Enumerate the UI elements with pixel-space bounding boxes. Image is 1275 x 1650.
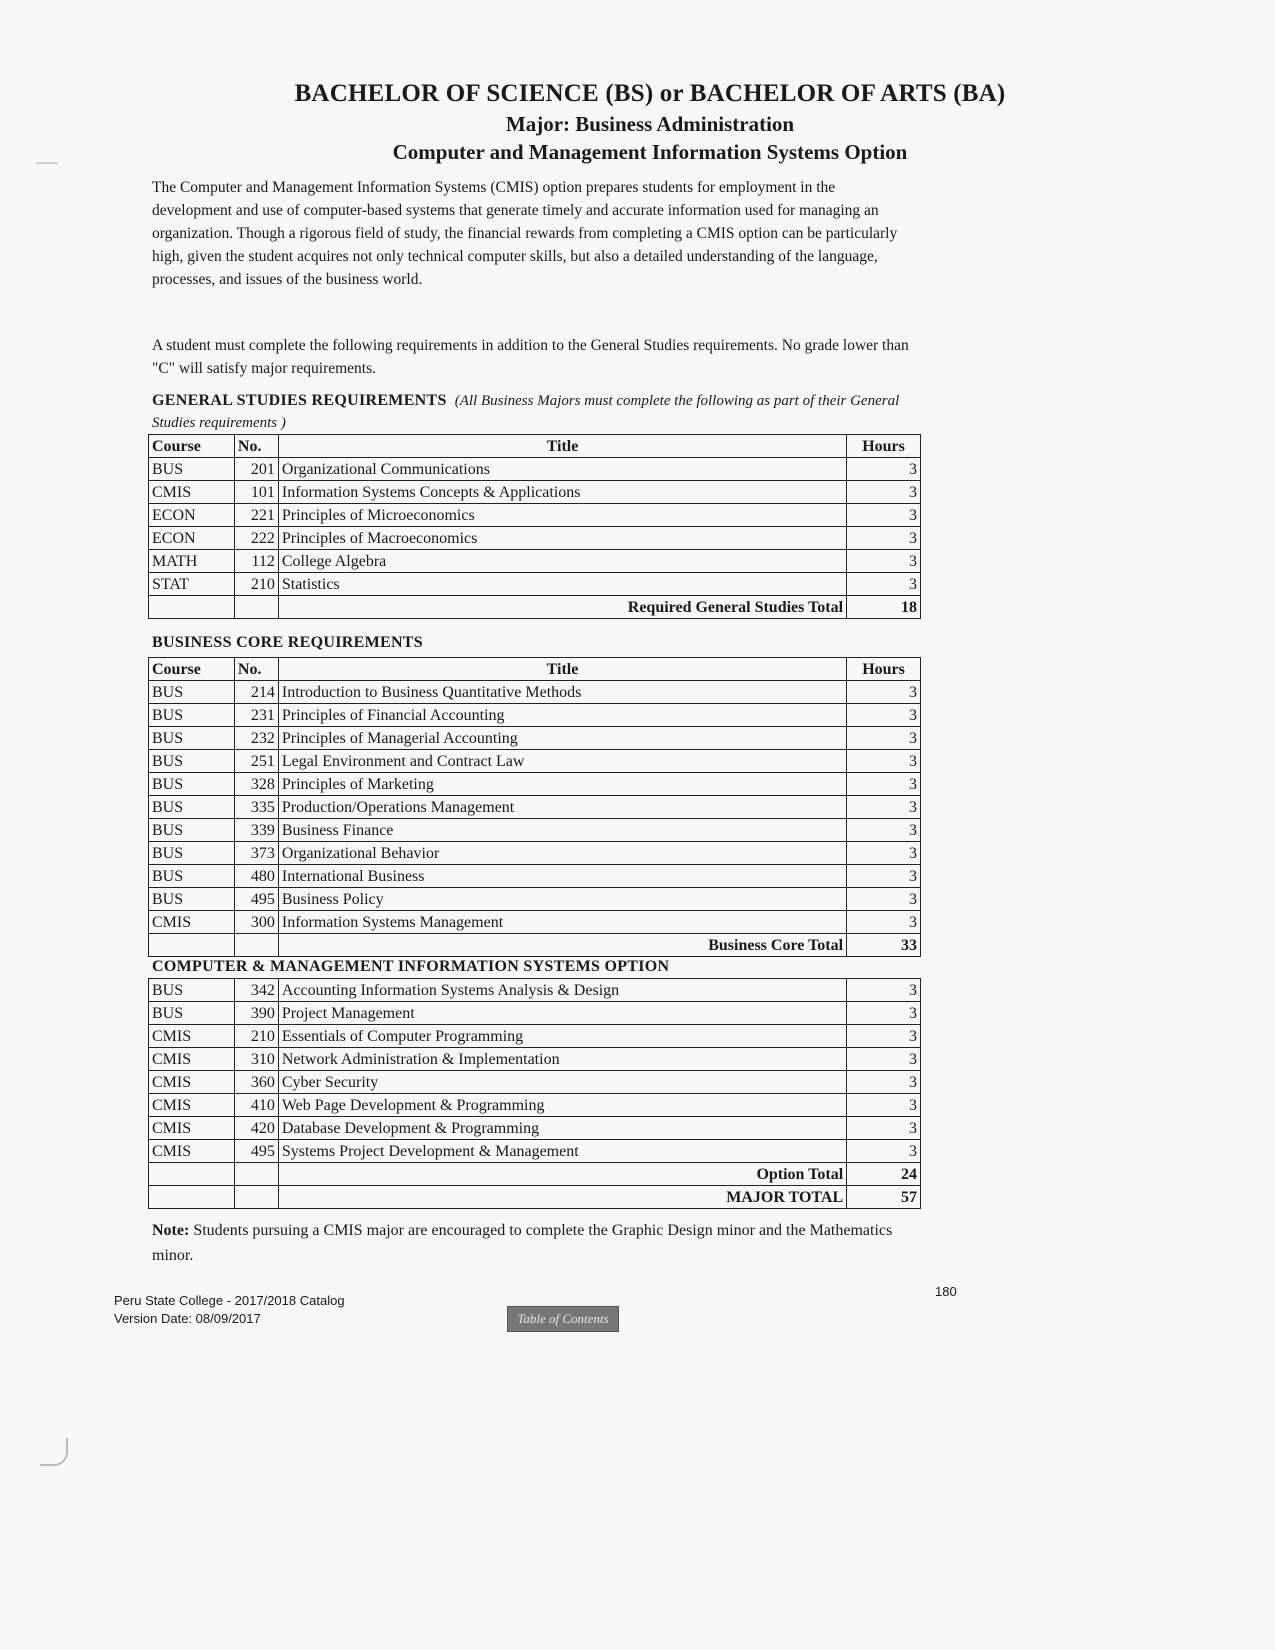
number-cell: 232 xyxy=(234,727,278,750)
hours-cell: 3 xyxy=(847,911,921,934)
number-cell: 495 xyxy=(234,1140,278,1163)
scan-artifact xyxy=(40,1438,68,1466)
empty-cell xyxy=(234,1163,278,1186)
major-title: Major: Business Administration xyxy=(505,112,795,136)
number-cell: 328 xyxy=(234,773,278,796)
number-cell: 214 xyxy=(234,681,278,704)
version-date: Version Date: 08/09/2017 xyxy=(114,1311,261,1326)
table-row xyxy=(149,704,921,727)
general-studies-heading-label: GENERAL STUDIES REQUIREMENTS xyxy=(152,392,447,409)
number-cell: 390 xyxy=(234,1002,278,1025)
total-row xyxy=(149,596,921,619)
table-row xyxy=(149,573,921,596)
hours-cell: 3 xyxy=(847,573,921,596)
course-cell: BUS xyxy=(149,750,235,773)
title-cell: Accounting Information Systems Analysis & Design xyxy=(278,979,846,1002)
hours-cell: 3 xyxy=(847,727,921,750)
table-row xyxy=(149,773,921,796)
intro-paragraph: The Computer and Management Information Systems (CMIS) option prepares students for employment in the development and use of computer-based systems that generate timely and accurate information used for managing an organization. Though a rigorous field of study, the financial rewards from completing a CMIS option can be particularly high, given the student acquires not only technical computer skills, but also a detailed understanding of the language, processes, and issues of the business world. xyxy=(152,179,898,288)
hours-cell: 3 xyxy=(847,842,921,865)
col-hours: Hours xyxy=(847,658,921,681)
title-cell: Introduction to Business Quantitative Methods xyxy=(278,681,846,704)
general-studies-heading xyxy=(152,390,922,434)
total-label: Business Core Total xyxy=(278,934,846,957)
hours-cell: 3 xyxy=(847,504,921,527)
total-label: Required General Studies Total xyxy=(278,596,846,619)
number-cell: 373 xyxy=(234,842,278,865)
number-cell: 410 xyxy=(234,1094,278,1117)
number-cell: 210 xyxy=(234,1025,278,1048)
hours-cell: 3 xyxy=(847,1140,921,1163)
page-number: 180 xyxy=(935,1284,957,1299)
title-cell: Cyber Security xyxy=(278,1071,846,1094)
number-cell: 231 xyxy=(234,704,278,727)
hours-cell: 3 xyxy=(847,979,921,1002)
table-row xyxy=(149,1002,921,1025)
option-title: Computer and Management Information Systems Option xyxy=(392,140,908,164)
table-of-contents-button[interactable]: Table of Contents xyxy=(507,1306,619,1332)
number-cell: 339 xyxy=(234,819,278,842)
course-cell: BUS xyxy=(149,727,235,750)
title-cell: Project Management xyxy=(278,1002,846,1025)
course-cell: CMIS xyxy=(149,911,235,934)
course-cell: CMIS xyxy=(149,1071,235,1094)
degree-title: BACHELOR OF SCIENCE (BS) or BACHELOR OF ARTS (BA) xyxy=(294,80,1006,107)
course-cell: CMIS xyxy=(149,1025,235,1048)
table-row xyxy=(149,1025,921,1048)
course-cell: BUS xyxy=(149,1002,235,1025)
table-row xyxy=(149,979,921,1002)
hours-cell: 3 xyxy=(847,458,921,481)
total-hours: 24 xyxy=(847,1163,921,1186)
col-course: Course xyxy=(149,658,235,681)
title-cell: Essentials of Computer Programming xyxy=(278,1025,846,1048)
title-cell: Database Development & Programming xyxy=(278,1117,846,1140)
title-cell: Organizational Behavior xyxy=(278,842,846,865)
table-row xyxy=(149,796,921,819)
title-cell: Organizational Communications xyxy=(278,458,846,481)
course-cell: ECON xyxy=(149,504,235,527)
general-studies-subheading: (All Business Majors must complete the following as part of their General Studies requirements ) xyxy=(152,393,900,431)
empty-cell xyxy=(149,1186,235,1209)
empty-cell xyxy=(149,596,235,619)
hours-cell: 3 xyxy=(847,1094,921,1117)
hours-cell: 3 xyxy=(847,1117,921,1140)
hours-cell: 3 xyxy=(847,1071,921,1094)
col-no: No. xyxy=(234,435,278,458)
title-cell: College Algebra xyxy=(278,550,846,573)
course-cell: CMIS xyxy=(149,1094,235,1117)
table-row xyxy=(149,681,921,704)
course-cell: BUS xyxy=(149,819,235,842)
note-label: Note: xyxy=(152,1222,190,1239)
course-cell: BUS xyxy=(149,842,235,865)
table-row xyxy=(149,819,921,842)
total-row xyxy=(149,934,921,957)
course-cell: CMIS xyxy=(149,481,235,504)
business-core-table xyxy=(148,657,921,957)
hours-cell: 3 xyxy=(847,527,921,550)
major-total-row xyxy=(149,1186,921,1209)
table-row xyxy=(149,888,921,911)
footer xyxy=(114,1292,345,1328)
empty-cell xyxy=(149,1163,235,1186)
hours-cell: 3 xyxy=(847,1002,921,1025)
table-row xyxy=(149,1071,921,1094)
table-row xyxy=(149,750,921,773)
title-cell: Information Systems Management xyxy=(278,911,846,934)
title-cell: Principles of Microeconomics xyxy=(278,504,846,527)
total-hours: 18 xyxy=(847,596,921,619)
table-row xyxy=(149,727,921,750)
hours-cell: 3 xyxy=(847,796,921,819)
table-row xyxy=(149,1048,921,1071)
table-header-row xyxy=(149,658,921,681)
hours-cell: 3 xyxy=(847,773,921,796)
title-cell: Network Administration & Implementation xyxy=(278,1048,846,1071)
title-cell: Principles of Macroeconomics xyxy=(278,527,846,550)
hours-cell: 3 xyxy=(847,704,921,727)
catalog-name: Peru State College - 2017/2018 Catalog xyxy=(114,1293,345,1308)
empty-cell xyxy=(234,596,278,619)
number-cell: 221 xyxy=(234,504,278,527)
number-cell: 201 xyxy=(234,458,278,481)
table-row xyxy=(149,527,921,550)
note-text: Students pursuing a CMIS major are encouraged to complete the Graphic Design minor and the Mathematics minor. xyxy=(152,1222,893,1264)
course-cell: BUS xyxy=(149,458,235,481)
requirements-paragraph: A student must complete the following requirements in addition to the General Studies requirements. No grade lower than "C" will satisfy major requirements. xyxy=(152,337,909,377)
number-cell: 222 xyxy=(234,527,278,550)
number-cell: 300 xyxy=(234,911,278,934)
table-row xyxy=(149,842,921,865)
table-row xyxy=(149,550,921,573)
hours-cell: 3 xyxy=(847,481,921,504)
title-cell: Business Policy xyxy=(278,888,846,911)
hours-cell: 3 xyxy=(847,681,921,704)
course-cell: BUS xyxy=(149,773,235,796)
course-cell: CMIS xyxy=(149,1140,235,1163)
number-cell: 342 xyxy=(234,979,278,1002)
course-cell: CMIS xyxy=(149,1048,235,1071)
course-cell: MATH xyxy=(149,550,235,573)
course-cell: BUS xyxy=(149,979,235,1002)
hours-cell: 3 xyxy=(847,550,921,573)
col-title: Title xyxy=(278,658,846,681)
number-cell: 112 xyxy=(234,550,278,573)
course-cell: BUS xyxy=(149,704,235,727)
title-cell: Production/Operations Management xyxy=(278,796,846,819)
col-hours: Hours xyxy=(847,435,921,458)
number-cell: 495 xyxy=(234,888,278,911)
hours-cell: 3 xyxy=(847,1025,921,1048)
total-label: Option Total xyxy=(278,1163,846,1186)
hours-cell: 3 xyxy=(847,750,921,773)
number-cell: 251 xyxy=(234,750,278,773)
major-total-label: MAJOR TOTAL xyxy=(278,1186,846,1209)
major-total-hours: 57 xyxy=(847,1186,921,1209)
table-row xyxy=(149,458,921,481)
hours-cell: 3 xyxy=(847,819,921,842)
course-cell: BUS xyxy=(149,888,235,911)
course-cell: CMIS xyxy=(149,1117,235,1140)
business-core-heading: BUSINESS CORE REQUIREMENTS xyxy=(152,634,423,651)
table-header-row xyxy=(149,435,921,458)
title-cell: Statistics xyxy=(278,573,846,596)
number-cell: 480 xyxy=(234,865,278,888)
table-row xyxy=(149,865,921,888)
table-row xyxy=(149,504,921,527)
empty-cell xyxy=(149,934,235,957)
note xyxy=(152,1218,922,1268)
hours-cell: 3 xyxy=(847,888,921,911)
table-row xyxy=(149,1140,921,1163)
col-course: Course xyxy=(149,435,235,458)
title-cell: Principles of Financial Accounting xyxy=(278,704,846,727)
hours-cell: 3 xyxy=(847,1048,921,1071)
table-row xyxy=(149,1117,921,1140)
col-title: Title xyxy=(278,435,846,458)
number-cell: 210 xyxy=(234,573,278,596)
course-cell: STAT xyxy=(149,573,235,596)
empty-cell xyxy=(234,1186,278,1209)
title-cell: International Business xyxy=(278,865,846,888)
title-cell: Information Systems Concepts & Applications xyxy=(278,481,846,504)
table-row xyxy=(149,1094,921,1117)
empty-cell xyxy=(234,934,278,957)
number-cell: 360 xyxy=(234,1071,278,1094)
table-row xyxy=(149,911,921,934)
col-no: No. xyxy=(234,658,278,681)
title-cell: Principles of Managerial Accounting xyxy=(278,727,846,750)
course-cell: ECON xyxy=(149,527,235,550)
cmis-option-table xyxy=(148,978,921,1209)
cmis-option-heading: COMPUTER & MANAGEMENT INFORMATION SYSTEMS OPTION xyxy=(152,958,670,975)
scan-artifact xyxy=(36,162,58,164)
number-cell: 420 xyxy=(234,1117,278,1140)
title-cell: Systems Project Development & Management xyxy=(278,1140,846,1163)
table-row xyxy=(149,481,921,504)
title-cell: Web Page Development & Programming xyxy=(278,1094,846,1117)
title-cell: Principles of Marketing xyxy=(278,773,846,796)
course-cell: BUS xyxy=(149,796,235,819)
number-cell: 310 xyxy=(234,1048,278,1071)
hours-cell: 3 xyxy=(847,865,921,888)
course-cell: BUS xyxy=(149,681,235,704)
general-studies-table xyxy=(148,434,921,619)
number-cell: 101 xyxy=(234,481,278,504)
total-hours: 33 xyxy=(847,934,921,957)
title-cell: Business Finance xyxy=(278,819,846,842)
course-cell: BUS xyxy=(149,865,235,888)
title-cell: Legal Environment and Contract Law xyxy=(278,750,846,773)
total-row xyxy=(149,1163,921,1186)
number-cell: 335 xyxy=(234,796,278,819)
